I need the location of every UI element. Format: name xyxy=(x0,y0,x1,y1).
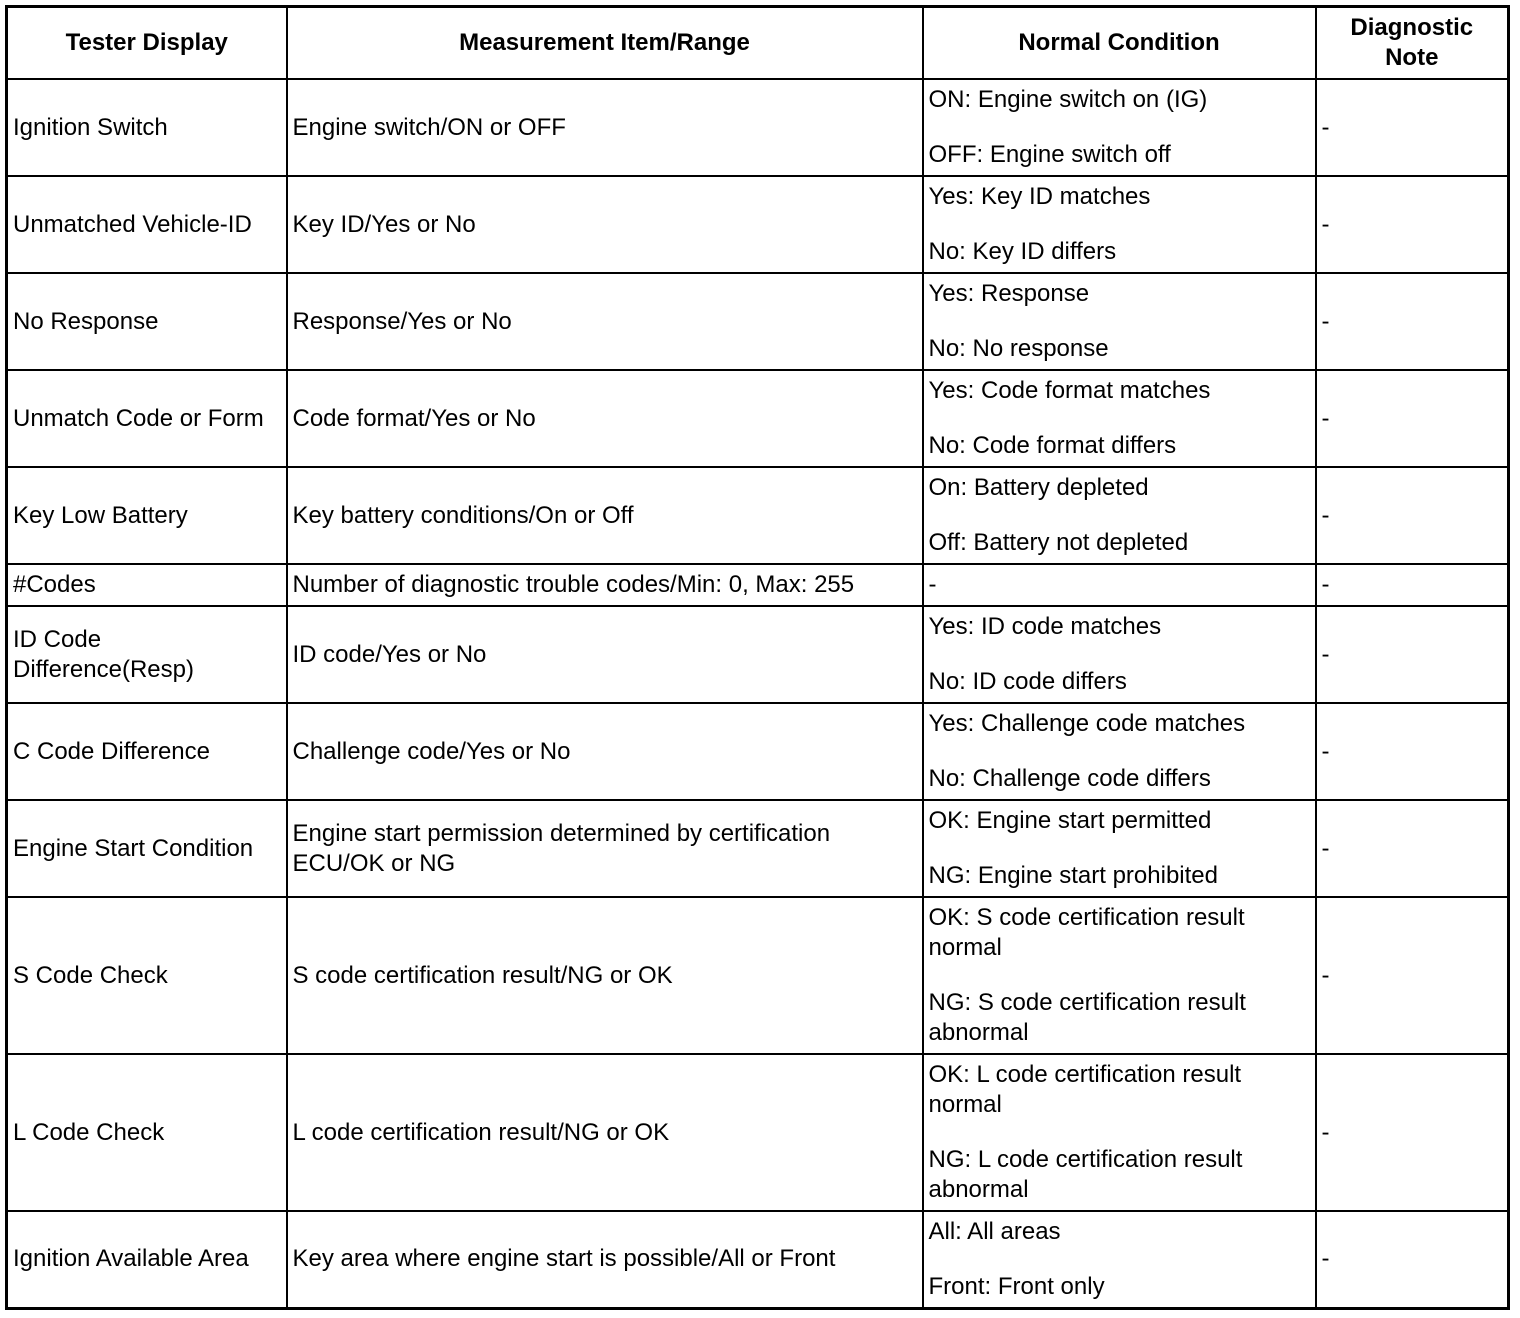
diagnostic-note-cell: - xyxy=(1316,467,1509,564)
normal-condition-cell xyxy=(923,1211,1316,1308)
header-diagnostic-note: Diagnostic Note xyxy=(1316,7,1509,80)
normal-condition-line: Front: Front only xyxy=(928,1272,1105,1300)
normal-condition-line: Yes: Key ID matches xyxy=(928,183,1151,210)
normal-condition-cell xyxy=(923,606,1316,703)
normal-condition-line: OFF: Engine switch off xyxy=(928,141,1171,168)
measurement-cell: Engine start permission determined by certification ECU/OK or NG xyxy=(287,800,923,897)
normal-condition-line: Yes: Challenge code matches xyxy=(928,710,1246,737)
table-row xyxy=(7,370,1509,467)
normal-condition-line: NG: S code certification result abnormal xyxy=(928,989,1246,1046)
normal-condition-line: Yes: Response xyxy=(928,280,1090,307)
tester-display-cell: L Code Check xyxy=(7,1054,287,1211)
normal-condition-line: On: Battery depleted xyxy=(928,474,1149,501)
table-row xyxy=(7,176,1509,273)
normal-condition-cell xyxy=(923,1054,1316,1211)
tester-display-cell: ID Code Difference(Resp) xyxy=(7,606,287,703)
measurement-cell: Key ID/Yes or No xyxy=(287,176,923,273)
normal-condition-line: NG: Engine start prohibited xyxy=(928,862,1218,889)
measurement-cell: L code certification result/NG or OK xyxy=(287,1054,923,1211)
tester-display-cell: No Response xyxy=(7,273,287,370)
normal-condition-line: No: ID code differs xyxy=(928,668,1127,695)
table-row xyxy=(7,273,1509,370)
measurement-cell: Key area where engine start is possible/All or Front xyxy=(287,1211,923,1308)
diagnostic-note-cell: - xyxy=(1316,370,1509,467)
normal-condition-cell xyxy=(923,897,1316,1054)
table-row xyxy=(7,1211,1509,1308)
tester-display-cell: Key Low Battery xyxy=(7,467,287,564)
measurement-cell: Challenge code/Yes or No xyxy=(287,703,923,800)
table-row xyxy=(7,79,1509,176)
tester-display-cell: Unmatched Vehicle-ID xyxy=(7,176,287,273)
normal-condition-line: Off: Battery not depleted xyxy=(928,529,1189,556)
table-row xyxy=(7,703,1509,800)
normal-condition-line: Yes: Code format matches xyxy=(928,377,1211,404)
diagnostic-note-cell: - xyxy=(1316,79,1509,176)
normal-condition-cell xyxy=(923,176,1316,273)
diagnostic-note-cell: - xyxy=(1316,800,1509,897)
normal-condition-line: No: Challenge code differs xyxy=(928,765,1211,792)
diagnostic-note-cell: - xyxy=(1316,1211,1509,1308)
normal-condition-cell xyxy=(923,370,1316,467)
tester-display-cell: C Code Difference xyxy=(7,703,287,800)
normal-condition-line: No: Code format differs xyxy=(928,432,1177,459)
measurement-cell: ID code/Yes or No xyxy=(287,606,923,703)
header-measurement: Measurement Item/Range xyxy=(287,7,923,80)
table-row xyxy=(7,606,1509,703)
normal-condition-cell xyxy=(923,467,1316,564)
normal-condition-line: All: All areas xyxy=(928,1217,1061,1245)
diagnostic-note-cell: - xyxy=(1316,273,1509,370)
diagnostic-note-cell: - xyxy=(1316,1054,1509,1211)
normal-condition-line: Yes: ID code matches xyxy=(928,613,1162,640)
normal-condition-cell: - xyxy=(923,564,1316,606)
tester-display-cell: Unmatch Code or Form xyxy=(7,370,287,467)
measurement-cell: Key battery conditions/On or Off xyxy=(287,467,923,564)
normal-condition-cell xyxy=(923,79,1316,176)
normal-condition-line: OK: Engine start permitted xyxy=(928,807,1212,834)
tester-display-cell: S Code Check xyxy=(7,897,287,1054)
normal-condition-cell xyxy=(923,703,1316,800)
table-row xyxy=(7,897,1509,1054)
normal-condition-line: OK: S code certification result normal xyxy=(928,904,1245,961)
table-header-row xyxy=(7,7,1509,80)
measurement-cell: Engine switch/ON or OFF xyxy=(287,79,923,176)
tester-display-cell: Engine Start Condition xyxy=(7,800,287,897)
normal-condition-line: No: No response xyxy=(928,335,1109,362)
normal-condition-cell xyxy=(923,800,1316,897)
diagnostic-note-cell: - xyxy=(1316,606,1509,703)
diagnostic-note-cell: - xyxy=(1316,703,1509,800)
normal-condition-line: NG: L code certification result abnormal xyxy=(928,1146,1243,1203)
diagnostic-note-cell: - xyxy=(1316,176,1509,273)
diagnostic-note-cell: - xyxy=(1316,897,1509,1054)
table-row xyxy=(7,800,1509,897)
table-row xyxy=(7,467,1509,564)
table-row xyxy=(7,564,1509,606)
diagnostic-note-cell: - xyxy=(1316,564,1509,606)
measurement-cell: Code format/Yes or No xyxy=(287,370,923,467)
measurement-cell: Response/Yes or No xyxy=(287,273,923,370)
tester-display-cell: #Codes xyxy=(7,564,287,606)
header-tester-display: Tester Display xyxy=(7,7,287,80)
measurement-cell: S code certification result/NG or OK xyxy=(287,897,923,1054)
table-row xyxy=(7,1054,1509,1211)
header-normal-condition: Normal Condition xyxy=(923,7,1316,80)
tester-display-cell: Ignition Switch xyxy=(7,79,287,176)
normal-condition-cell xyxy=(923,273,1316,370)
normal-condition-line: No: Key ID differs xyxy=(928,238,1117,265)
normal-condition-line: OK: L code certification result normal xyxy=(928,1061,1242,1118)
tester-display-cell: Ignition Available Area xyxy=(7,1211,287,1308)
normal-condition-line: ON: Engine switch on (IG) xyxy=(928,86,1208,113)
data-list-table xyxy=(5,5,1510,1310)
measurement-cell: Number of diagnostic trouble codes/Min: 0, Max: 255 xyxy=(287,564,923,606)
